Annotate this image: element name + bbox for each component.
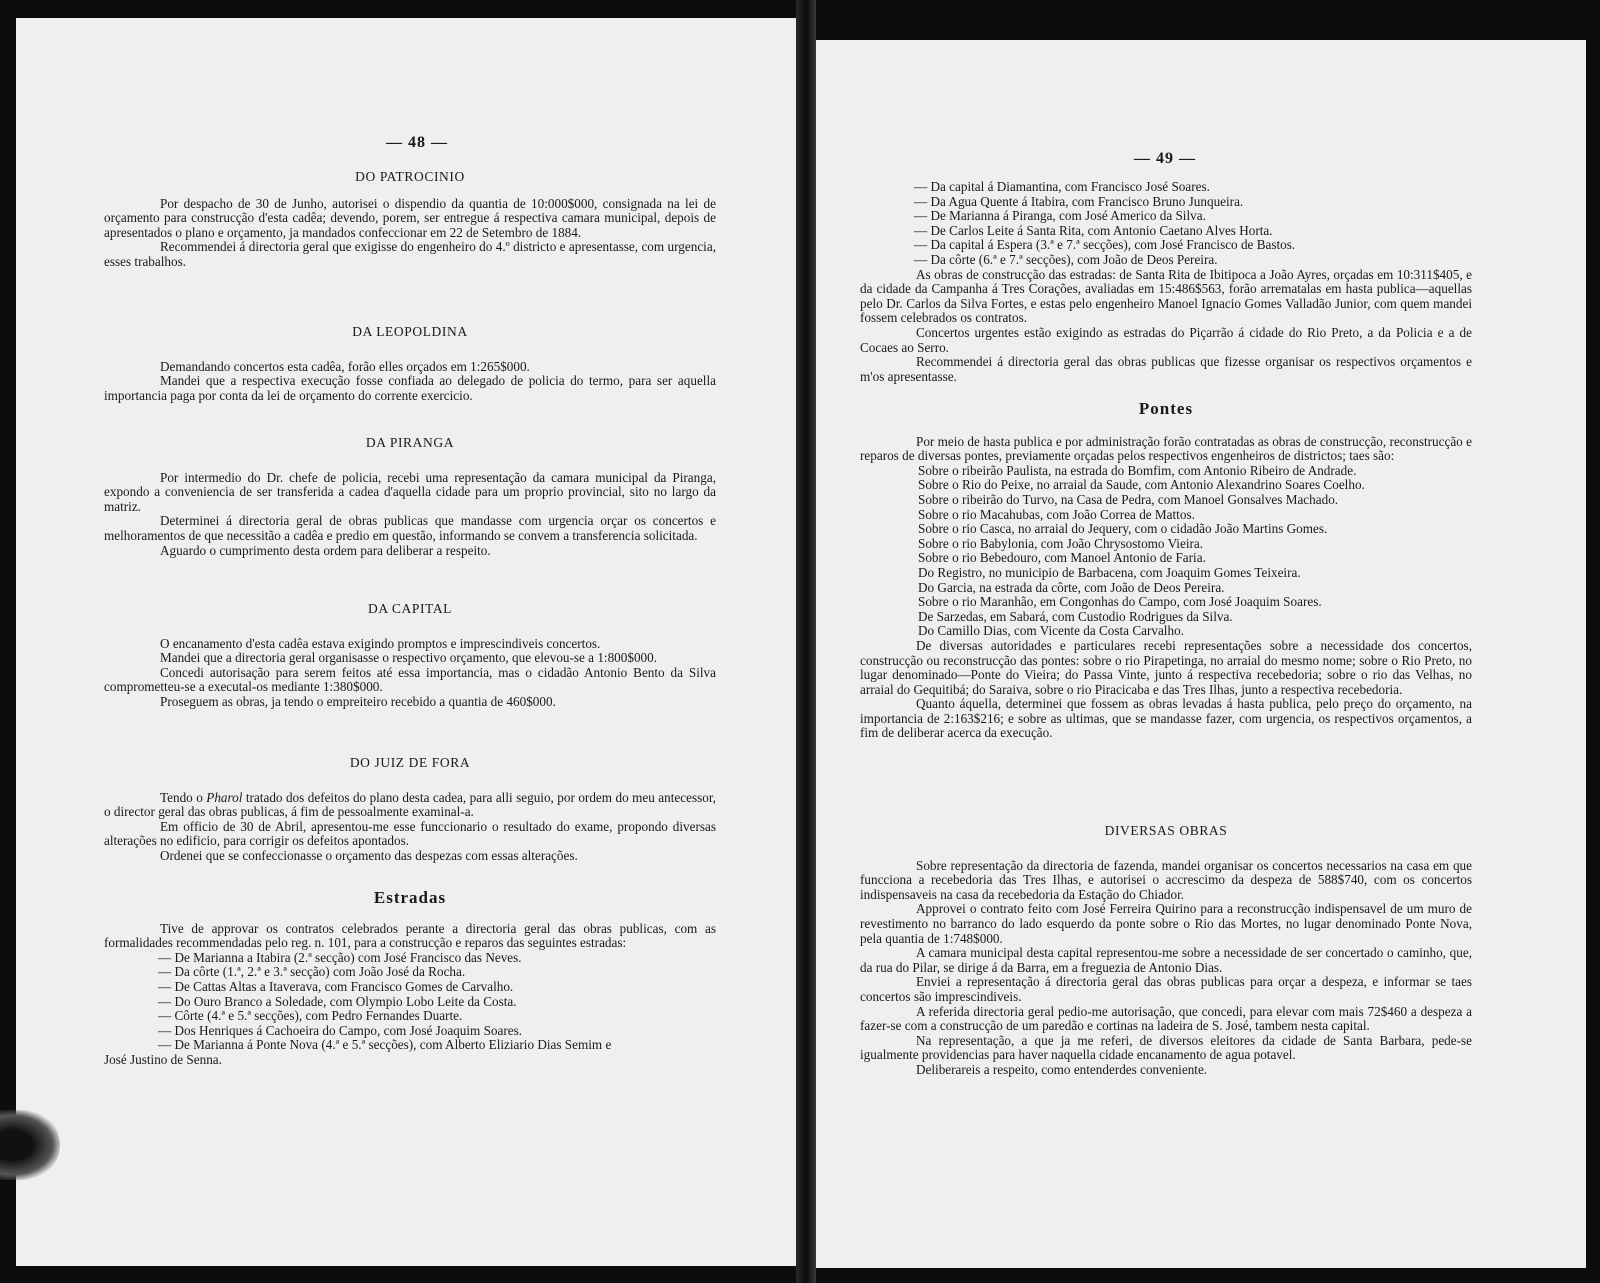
paragraph: Por meio de hasta publica e por administração forão contratadas as obras de construcção, reconstrucção e reparos de diversas pontes, previamente orçadas pelos respectivos engenheiros de districtos; taes são: <box>860 433 1472 464</box>
list-item: Sobre o rio Maranhão, em Congonhas do Campo, com José Joaquim Soares. <box>918 594 1322 610</box>
list-item: — De Carlos Leite á Santa Rita, com Antonio Caetano Alves Horta. <box>914 222 1273 238</box>
paragraph: Concedi autorisação para serem feitos até essa importancia, mas o cidadão Antonio Bento da Silva comprometteu-se a executal-os mediante 1:380$000. <box>104 664 716 695</box>
list-item: Sobre o rio Babylonia, com João Chrysostomo Vieira. <box>918 535 1204 551</box>
paragraph: Na representação, a que ja me referi, de diversos eleitores da cidade de Santa Barbara, pede-se igualmente providencias para haver naquella cidade encanamento de agua potavel. <box>860 1032 1472 1063</box>
paragraph: Mandei que a respectiva execução fosse confiada ao delegado de policia do termo, para ser aquella importancia paga por conta da lei de orçamento do corrente exercicio. <box>104 373 716 403</box>
section-juiz-de-fora <box>104 756 716 864</box>
paragraph: Recommendei á directoria geral das obras publicas que fizesse organisar os respectivos orçamentos e m'os apresentasse. <box>860 354 1472 384</box>
section-patrocinio <box>104 170 716 270</box>
list-item: — Do Ouro Branco a Soledade, com Olympio Lobo Leite da Costa. <box>158 993 517 1009</box>
list-item: — De Marianna á Piranga, com José Americo da Silva. <box>914 208 1206 224</box>
list-item: Sobre o Rio do Peixe, no arraial da Saude, com Antonio Alexandrino Soares Coelho. <box>918 477 1365 493</box>
paragraph: Deliberareis a respeito, como entenderdes conveniente. <box>916 1061 1208 1077</box>
list-item: — De Marianna á Ponte Nova (4.ª e 5.ª secções), com Alberto Eliziario Dias Semim e <box>158 1037 612 1053</box>
paragraph: Recommendei á directoria geral que exigisse do engenheiro do 4.º districto e apresentasse, com urgencia, esses trabalhos. <box>104 239 716 269</box>
heading-estradas: Estradas <box>373 888 447 907</box>
list-item: — Côrte (4.ª e 5.ª secções), com Pedro Fernandes Duarte. <box>158 1008 463 1024</box>
list-item: Do Registro, no municipio de Barbacena, com Joaquim Gomes Teixeira. <box>918 564 1301 580</box>
section-piranga <box>104 436 716 558</box>
list-item: Sobre o rio Casca, no arraial do Jequery, com o cidadão João Martins Gomes. <box>918 521 1328 537</box>
list-item: — Da Agua Quente á Itabira, com Francisco Bruno Junqueira. <box>914 193 1244 209</box>
list-item: — De Cattas Altas a Itaverava, com Francisco Gomes de Carvalho. <box>158 978 514 994</box>
page-number-48: — 48 — <box>386 134 448 151</box>
paragraph: As obras de construcção das estradas: de Santa Rita de Ibitipoca a João Ayres, orçadas em 10:311$405, e da cidade da Campanha á Tres Corações, avaliadas em 15:486$563, forão arrematalas em hasta publica—aquellas pelo Dr. Carlos da Silva Fortes, e estas pelo engenheiro Manoel Ignacio Gomes Valladão Junior, com quem mandei fossem celebrados os contratos. <box>860 266 1472 326</box>
paragraph: Determinei á directoria geral de obras publicas que mandasse com urgencia orçar os concertos e melhoramentos de que necessitão a cadêa e predio em questão, informando se convem a transferencia solicitada. <box>104 513 716 543</box>
paragraph: A camara municipal desta capital representou-me sobre a necessidade de ser concertado o caminho, que, da rua do Pilar, se dirige á da Barra, em a freguezia de Antonio Dias. <box>860 945 1472 975</box>
list-item: — Da côrte (1.ª, 2.ª e 3.ª secção) com João José da Rocha. <box>158 964 466 980</box>
heading-pontes: Pontes <box>1138 399 1194 418</box>
section-capital <box>104 602 716 710</box>
paragraph: Mandei que a directoria geral organisasse o respectivo orçamento, que elevou-se a 1:800$000. <box>160 650 658 666</box>
paragraph: Enviei a representação á directoria geral das obras publicas para orçar a despeza, e informar se taes concertos são imprescindiveis. <box>860 974 1472 1004</box>
paragraph: Aguardo o cumprimento desta ordem para deliberar a respeito. <box>160 542 491 558</box>
list-item: — Da capital á Espera (3.ª e 7.ª secções), com José Francisco de Bastos. <box>914 237 1296 253</box>
paragraph: Quanto áquella, determinei que fossem as obras levadas á hasta publica, pelo preço do orçamento, na importancia de 2:163$216; e sobre as ultimas, que se mandasse fazer, com urgencia, os respectivos orçamentos, a fim de deliberar acerca da execução. <box>860 696 1472 741</box>
heading-juiz-de-fora: DO JUIZ DE FORA <box>349 755 471 770</box>
heading-patrocinio: DO PATROCINIO <box>355 169 465 184</box>
section-leopoldina <box>104 325 716 403</box>
paragraph: Demandando concertos esta cadêa, forão elles orçados em 1:265$000. <box>160 358 530 374</box>
list-item: — Dos Henriques á Cachoeira do Campo, com José Joaquim Soares. <box>158 1022 523 1038</box>
list-item-continuation: José Justino de Senna. <box>104 1051 222 1067</box>
paragraph: Proseguem as obras, ja tendo o empreiteiro recebido a quantia de 460$000. <box>160 693 556 709</box>
heading-diversas-obras: DIVERSAS OBRAS <box>1104 823 1228 838</box>
right-page <box>812 40 1586 1268</box>
paragraph: O encanamento d'esta cadêa estava exigindo promptos e imprescindiveis concertos. <box>160 635 601 651</box>
heading-piranga: DA PIRANGA <box>365 435 455 450</box>
list-item: Sobre o ribeirão do Turvo, na Casa de Pedra, com Manoel Gonsalves Machado. <box>918 491 1339 507</box>
paragraph: Tendo o Pharol tratado dos defeitos do plano desta cadea, para alli seguio, por ordem do meu antecessor, o director geral das obras publicas, á fim de pessoalmente examinal-a. <box>104 789 716 820</box>
section-estradas <box>104 888 716 1068</box>
paragraph: A referida directoria geral pedio-me autorisação, que concedi, para elevar com mais 72$460 a despeza a fazer-se com a construcção de um paredão e cortinas na ladeira de S. José, tambem nesta capital. <box>860 1003 1472 1034</box>
list-item: Sobre o rio Macahubas, com João Correa de Mattos. <box>918 506 1195 522</box>
section-estradas-continued <box>860 180 1472 384</box>
paragraph: Tive de approvar os contratos celebrados perante a directoria geral das obras publicas, com as formalidades recommendadas pelo reg. n. 101, para a construcção e reparos das seguintes estradas: <box>104 920 716 951</box>
paragraph: Por despacho de 30 de Junho, autorisei o dispendio da quantia de 10:000$000, consignada na lei de orçamento para construcção d'esta cadêa; devendo, porem, ser entregue á respectiva camara municipal, depois de apresentados o plano e orçamento, ja mandados confeccionar em 22 de Setembro de 1884. <box>104 195 716 240</box>
paragraph: Approvei o contrato feito com José Ferreira Quirino para a reconstrucção indispensavel de um muro de revestimento no barranco do lado esquerdo da ponte sobre o Rio das Mortes, no lugar denominado Ponte Nova, pela quantia de 1:748$000. <box>860 901 1472 946</box>
page-number-49: — 49 — <box>1134 150 1196 167</box>
list-item: — Da capital á Diamantina, com Francisco José Soares. <box>914 179 1210 194</box>
heading-capital: DA CAPITAL <box>367 601 453 616</box>
section-pontes <box>860 399 1472 741</box>
list-item: Do Camillo Dias, com Vicente da Costa Carvalho. <box>918 623 1184 639</box>
left-page <box>16 18 800 1266</box>
paragraph: Sobre representação da directoria de fazenda, mandei organisar os concertos necessarios na casa em que funcciona a recebedoria das Tres Ilhas, e autorisei o accrescimo da despeza de 588$740, com os concertos indispensaveis na casa da recebedoria da Estação do Chiador. <box>860 857 1472 902</box>
book-gutter <box>796 0 816 1283</box>
list-item: — De Marianna a Itabira (2.ª secção) com José Francisco das Neves. <box>158 949 522 965</box>
list-item: Sobre o rio Bebedouro, com Manoel Antonio de Faria. <box>918 550 1206 566</box>
paragraph: Em officio de 30 de Abril, apresentou-me esse funccionario o resultado do exame, propondo diversas alterações no edificio, para corrigir os defeitos apontados. <box>104 818 716 849</box>
paragraph: Ordenei que se confeccionasse o orçamento das despezas com essas alterações. <box>160 847 578 863</box>
list-item: Sobre o ribeirão Paulista, na estrada do Bomfim, com Antonio Ribeiro de Andrade. <box>918 462 1357 478</box>
paragraph: Por intermedio do Dr. chefe de policia, recebi uma representação da camara municipal da Piranga, expondo a conveniencia de ser transferida a cadea d'aquella cidade para um proprio provincial, sito no largo da matriz. <box>104 469 716 514</box>
paragraph: De diversas autoridades e particulares recebi representações sobre a necessidade dos concertos, construcção ou reconstrucção das pontes: sobre o rio Pirapetinga, no arraial do mesmo nome; sobre o Rio Preto, no lugar denominado—Ponte do Vieira; do Passa Vinte, junto á respectiva recebedoria; sobre o rio das Velhas, no arraial do Gequitibá; do Saraiva, sobre o rio Piracicaba e das Tres Ilhas, junto a respectiva recebedoria. <box>860 637 1472 697</box>
paragraph: Concertos urgentes estão exigindo as estradas do Piçarrão á cidade do Rio Preto, a da Policia e a de Cocaes ao Serro. <box>860 324 1472 355</box>
section-diversas-obras <box>860 824 1472 1078</box>
list-item: Do Garcia, na estrada da côrte, com João de Deos Pereira. <box>918 579 1225 595</box>
list-item: — Da côrte (6.ª e 7.ª secções), com João de Deos Pereira. <box>914 251 1218 267</box>
heading-leopoldina: DA LEOPOLDINA <box>352 324 468 339</box>
list-item: De Sarzedas, em Sabará, com Custodio Rodrigues da Silva. <box>918 608 1233 624</box>
